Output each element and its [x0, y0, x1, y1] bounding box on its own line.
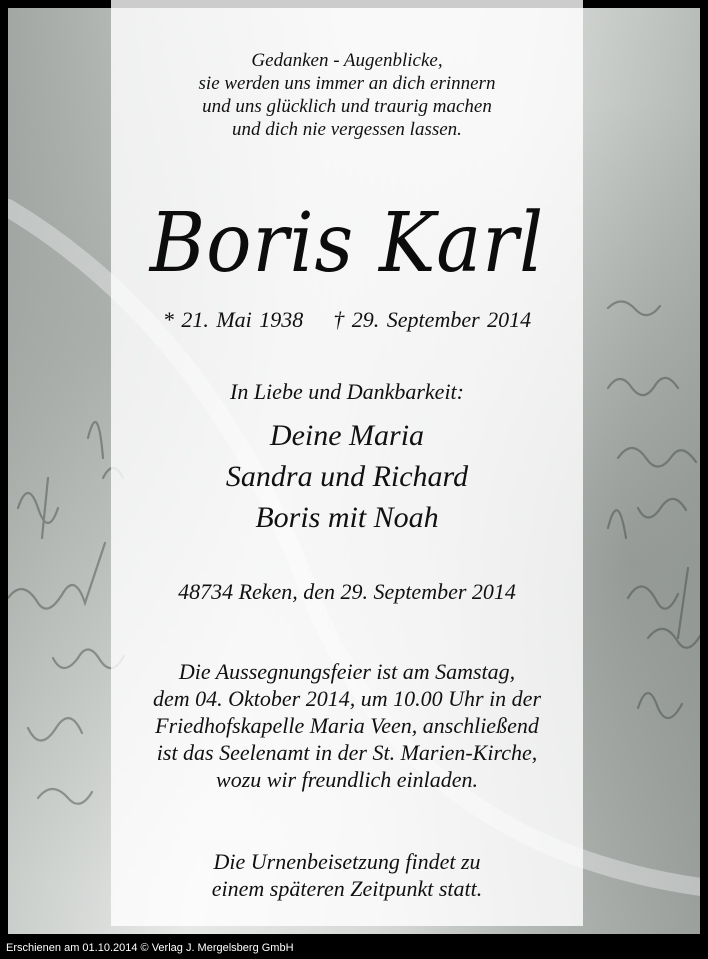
deceased-name: Boris Karl — [149, 196, 545, 291]
ceremony-line: dem 04. Oktober 2014, um 10.00 Uhr in der — [152, 686, 542, 711]
life-dates — [111, 306, 583, 334]
urn-burial-note — [111, 848, 583, 902]
ceremony-line: Die Aussegnungsfeier ist am Samstag, — [178, 659, 516, 684]
ceremony-line: wozu wir freundlich einladen. — [216, 767, 478, 792]
ceremony-line: ist das Seelenamt in der St. Marien-Kirche, — [156, 740, 538, 765]
death-date: † 29. September 2014 — [333, 307, 532, 332]
memorial-poem — [111, 49, 583, 141]
poem-line: sie werden uns immer an dich erinnern — [198, 73, 496, 94]
mourner-name: Deine Maria — [269, 419, 425, 452]
poem-line: und dich nie vergessen lassen. — [232, 119, 462, 140]
mourners-intro: In Liebe und Dankbarkeit: — [230, 379, 464, 404]
mourner-name: Boris mit Noah — [255, 501, 439, 534]
poem-line: Gedanken - Augenblicke, — [251, 50, 443, 71]
ceremony-line: Friedhofskapelle Maria Veen, anschließend — [155, 713, 539, 738]
place-and-date: 48734 Reken, den 29. September 2014 — [178, 579, 516, 604]
mourners-list — [111, 415, 583, 538]
poem-line: und uns glücklich und traurig machen — [202, 96, 492, 117]
urn-line: Die Urnenbeisetzung findet zu — [213, 849, 481, 874]
urn-line: einem späteren Zeitpunkt statt. — [211, 876, 483, 901]
ceremony-details — [111, 658, 583, 793]
birth-date: * 21. Mai 1938 — [162, 307, 304, 332]
publication-footer: Erschienen am 01.10.2014 © Verlag J. Mergelsberg GmbH — [6, 942, 294, 954]
mourner-name: Sandra und Richard — [225, 460, 469, 493]
